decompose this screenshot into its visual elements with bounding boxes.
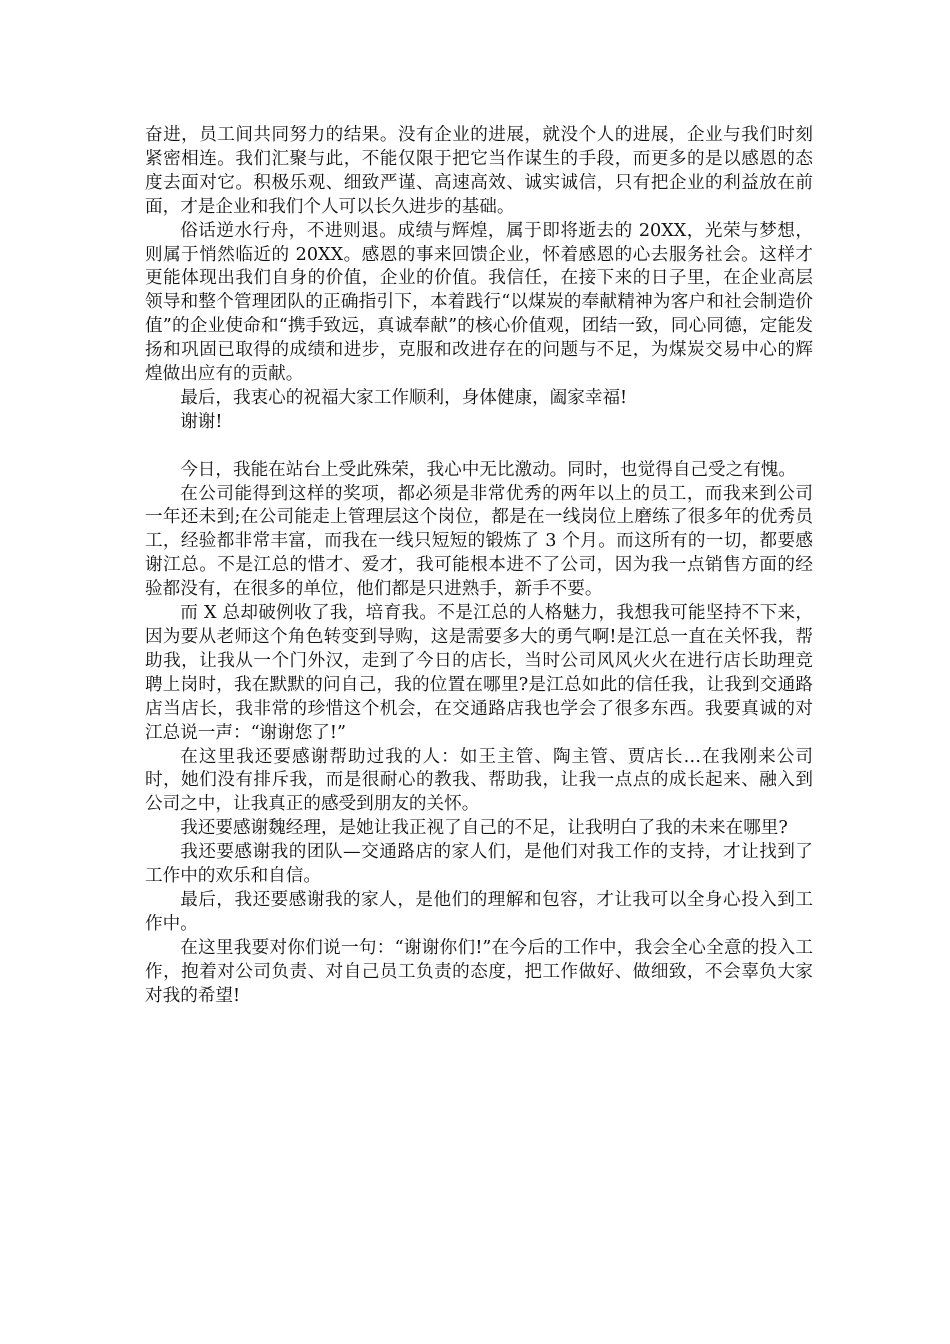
paragraph-manager: 我还要感谢魏经理，是她让我正视了自己的不足，让我明白了我的未来在哪里?	[180, 818, 788, 839]
paragraph-team: 我还要感谢我的团队—交通路店的家人们，是他们对我工作的支持，才让找到了工作中的欢乐和自信。	[145, 842, 813, 887]
paragraph-continuation: 奋进，员工间共同努力的结果。没有企业的进展，就没个人的进展，企业与我们时刻紧密相连。我们汇聚与此，不能仅限于把它当作谋生的手段，而更多的是以感恩的态度去面对它。积极乐观、细致严谨、高速高效、诚实诚信，只有把企业的利益放在前面，才是企业和我们个人可以长久进步的基础。	[145, 125, 813, 217]
paragraph-family: 最后，我还要感谢我的家人，是他们的理解和包容，才让我可以全身心投入到工作中。	[145, 889, 813, 934]
section-gap	[145, 435, 813, 459]
paragraph-thanks: 谢谢!	[180, 411, 223, 432]
paragraph-final: 在这里我要对你们说一句：“谢谢你们!”在今后的工作中，我会全心全意的投入工作，抱着对公司负责、对自己员工负责的态度，把工作做好、做细致，不会辜负大家对我的希望!	[145, 937, 813, 1006]
paragraph-colleagues: 在这里我还要感谢帮助过我的人：如王主管、陶主管、贾店长…在我刚来公司时，她们没有排斥我，而是很耐心的教我、帮助我，让我一点点的成长起来、融入到公司之中，让我真正的感受到朋友的关怀。	[145, 746, 813, 815]
paragraph-closing-wishes: 最后，我衷心的祝福大家工作顺利，身体健康，阖家幸福!	[180, 387, 628, 408]
document-body	[145, 124, 813, 1009]
paragraph-progress: 俗话逆水行舟，不进则退。成绩与辉煌，属于即将逝去的 20XX，光荣与梦想，则属于悄然临近的 20XX。感恩的事来回馈企业，怀着感恩的心去服务社会。这样才更能体现出我们自身的价值，企业的价值。我信任，在接下来的日子里，在企业高层领导和整个管理团队的正确指引下，本着践行“以煤炭的奉献精神为客户和社会制造价值”的企业使命和“携手致远，真诚奉献”的核心价值观，团结一致，同心同德，定能发扬和巩固已取得的成绩和进步，克服和改进存在的问题与不足，为煤炭交易中心的辉煌做出应有的贡献。	[145, 220, 813, 385]
paragraph-opening: 今日，我能在站台上受此殊荣，我心中无比激动。同时，也觉得自己受之有愧。	[180, 459, 796, 480]
paragraph-award: 在公司能得到这样的奖项，都必须是非常优秀的两年以上的员工，而我来到公司一年还未到;在公司能走上管理层这个岗位，都是在一线岗位上磨练了很多年的优秀员工，经验都非常丰富，而我在一线只短短的锻炼了 3 个月。而这所有的一切，都要感谢江总。不是江总的惜才、爱才，我可能根本进不了公司，因为我一点销售方面的经验都没有，在很多的单位，他们都是只进熟手，新手不要。	[145, 483, 813, 600]
paragraph-mentor: 而 X 总却破例收了我，培育我。不是江总的人格魅力，我想我可能坚持不下来，因为要从老师这个角色转变到导购，这是需要多大的勇气啊!是江总一直在关怀我，帮助我，让我从一个门外汉，走到了今日的店长，当时公司风风火火在进行店长助理竞聘上岗时，我在默默的问自己，我的位置在哪里?是江总如此的信任我，让我到交通路店当店长，我非常的珍惜这个机会，在交通路店我也学会了很多东西。我要真诚的对江总说一声：“谢谢您了!”	[145, 603, 813, 743]
